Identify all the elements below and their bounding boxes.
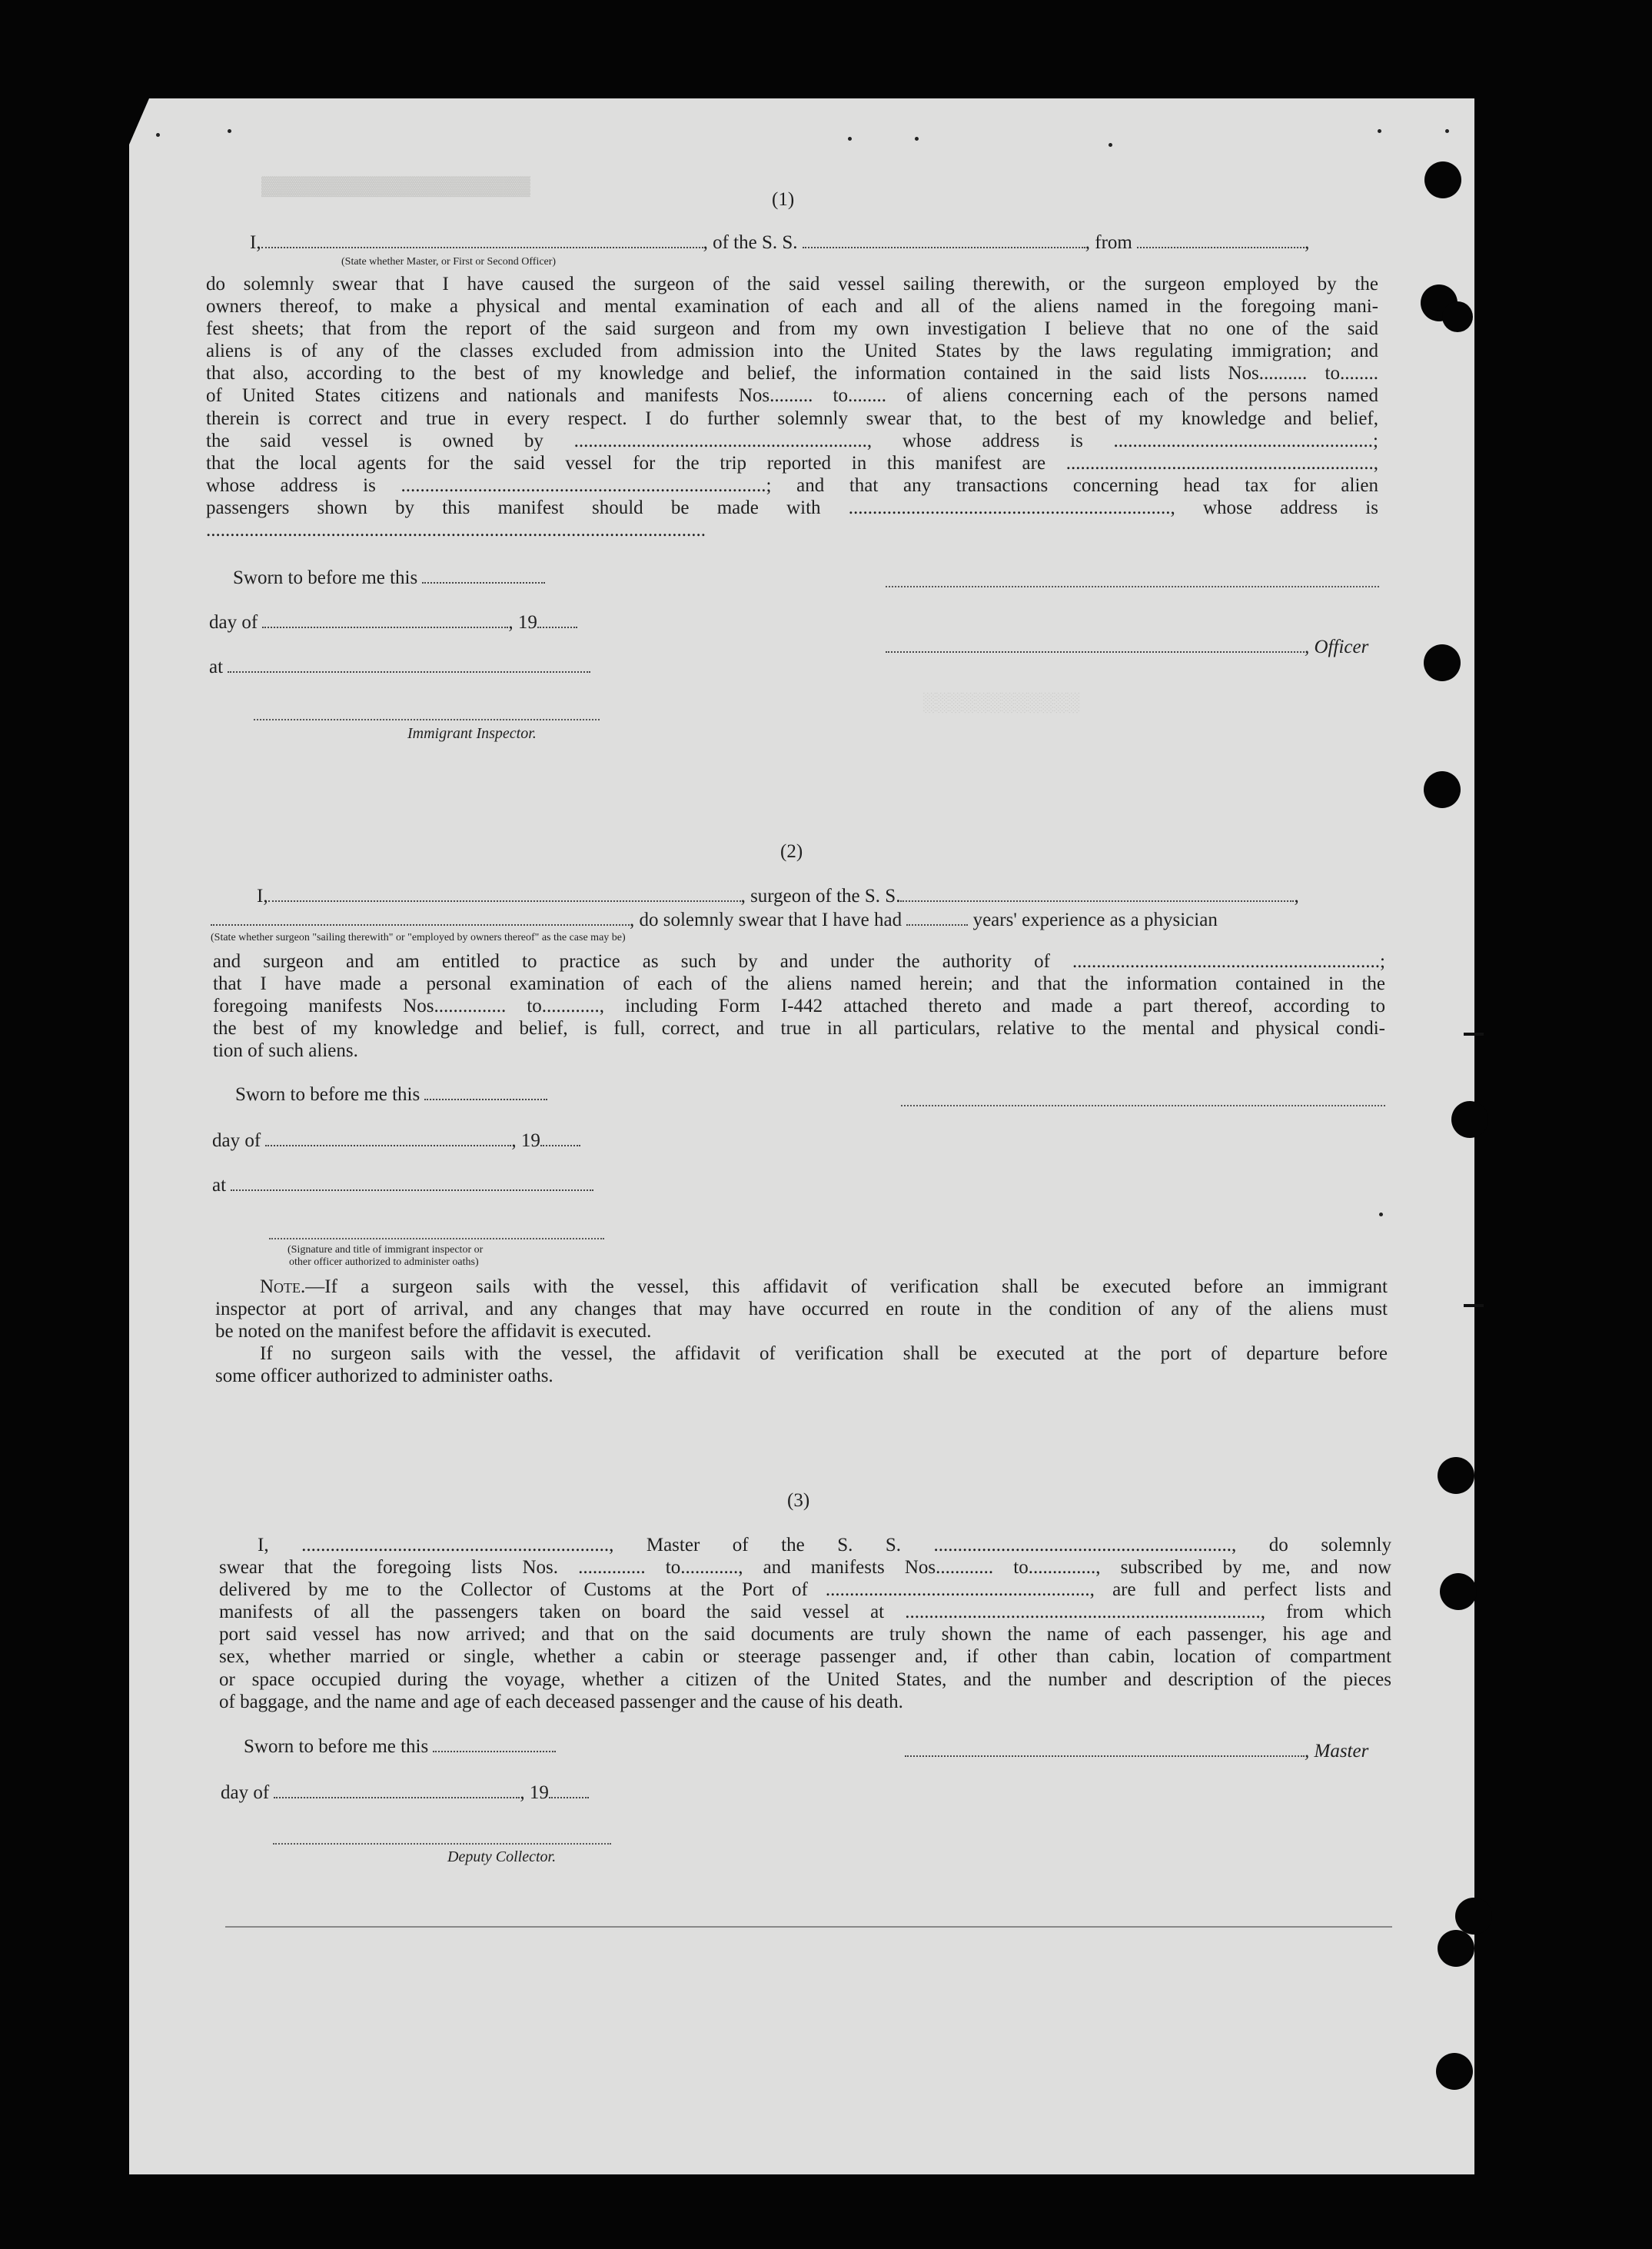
speck bbox=[156, 133, 160, 137]
sworn-line: Sworn to before me this bbox=[233, 567, 545, 589]
punch-hole bbox=[1424, 771, 1461, 808]
bleed-through-mark: ░░░░░░░░░░░░ bbox=[922, 692, 1080, 713]
inspector-caption: Immigrant Inspector. bbox=[407, 725, 537, 742]
month-field[interactable] bbox=[262, 613, 508, 628]
speck bbox=[915, 137, 919, 141]
surgeon-paragraph: and surgeon and am entitled to practice as such by and under the authority of ................................................................; that I have made a personal examination of each of the aliens named herein; and that the information contained in the foregoing manifests Nos............... to............, including Form I-442 attached thereto and made a part thereof, according to the best of my knowledge and belief, is full, correct, and true in all particulars, relative to the mental and physical condi- tion of such aliens. bbox=[213, 951, 1385, 1062]
port-from-field[interactable] bbox=[1137, 233, 1305, 248]
speck bbox=[228, 129, 231, 133]
bleed-through-mark: ▓▓▓▓▓▓▓▓▓▓▓▓▓▓▓▓▓▓▓▓ bbox=[261, 175, 530, 196]
surgeon-signature-line[interactable] bbox=[901, 1105, 1385, 1106]
year-field[interactable] bbox=[540, 1131, 580, 1146]
bottom-rule bbox=[225, 1926, 1392, 1928]
vessel-name-field[interactable] bbox=[803, 233, 1085, 248]
inspector-signature-line[interactable] bbox=[269, 1238, 604, 1239]
punch-hole bbox=[1424, 161, 1461, 198]
punch-hole bbox=[1440, 1573, 1477, 1610]
margin-mark bbox=[1464, 1033, 1484, 1036]
collector-signature-line[interactable] bbox=[273, 1843, 611, 1845]
master-signature-field[interactable] bbox=[905, 1742, 1305, 1757]
officer-line: , Officer bbox=[886, 637, 1368, 658]
speck bbox=[848, 137, 852, 141]
field-note: (State whether Master, or First or Second Officer) bbox=[341, 256, 557, 268]
master-paragraph: I, ................................................................, Master of the S. S. .............................................................., do solemnly swear that the foregoing lists Nos. .............. to............, and manifests Nos............ to.............., subscribed by me, and now delivered by me to the Collector of Customs at the Port of ......................................................., are full and perfect lists and manifests of all the passengers taken on board the said vessel at .........................................................................., from which port said vessel has now arrived; and that on the said documents are truly shown the name of each passenger, his age and sex, whether married or single, whether a cabin or steerage passenger and, if other than cabin, location of compartment or space occupied during the voyage, whether a citizen of the United States, and the number and description of the pieces of baggage, and the name and age of each deceased passenger and the cause of his death. bbox=[219, 1535, 1391, 1712]
sworn-line: Sworn to before me this bbox=[235, 1084, 547, 1106]
officer-name-field[interactable] bbox=[261, 233, 703, 248]
officer-signature-field[interactable] bbox=[886, 637, 1305, 653]
collector-caption: Deputy Collector. bbox=[447, 1848, 557, 1865]
surgeon-status-field[interactable] bbox=[211, 910, 630, 926]
place-field[interactable] bbox=[228, 657, 590, 673]
years-field[interactable] bbox=[906, 910, 968, 926]
punch-hole bbox=[1424, 644, 1461, 681]
surgeon-name-field[interactable] bbox=[268, 887, 741, 902]
margin-mark bbox=[1464, 1304, 1484, 1307]
signature-note: (Signature and title of immigrant inspector or bbox=[288, 1244, 484, 1256]
speck bbox=[1109, 143, 1112, 147]
at-line: at bbox=[209, 657, 590, 678]
year-field[interactable] bbox=[549, 1783, 589, 1798]
oath-line: I, , of the S. S. , from , bbox=[250, 232, 1310, 253]
vessel-name-field[interactable] bbox=[900, 887, 1294, 902]
sworn-line: Sworn to before me this bbox=[244, 1736, 556, 1758]
officer-signature-line[interactable] bbox=[886, 586, 1379, 587]
speck bbox=[1378, 129, 1381, 133]
experience-line: , do solemnly swear that I have had years' experience as a physician bbox=[211, 910, 1218, 931]
oath-paragraph: do solemnly swear that I have caused the surgeon of the said vessel sailing therewith, or the surgeon employed by the owners thereof, to make a physical and mental examination of each and all of the aliens named in the foregoing mani- fest sheets; that from the report of the said surgeon and from my own investigation I believe that no one of the said aliens is of any of the classes excluded from admission into the United States by the laws regulating immigration; and that also, according to the best of my knowledge and belief, the information contained in the said lists Nos.......... to........ of United States citizens and nationals and manifests Nos......... to........ of aliens concerning each of the persons named therein is correct and true in every respect. I do further solemnly swear that, to the best of my knowledge and belief, the said vessel is owned by ............................................................., whose address is ......................................................; that the local agents for the said vessel for the trip reported in this manifest are ................................................................, whose address is ............................................................................; and that any transactions concerning head tax for alien passengers shown by this manifest should be made with ..................................................................., whose address is ........................................................................................................ bbox=[206, 274, 1378, 541]
inspector-signature-line[interactable] bbox=[254, 719, 600, 720]
punch-hole bbox=[1438, 1457, 1474, 1494]
day-line: day of , 19 bbox=[209, 612, 577, 634]
section-number: (1) bbox=[772, 189, 795, 210]
punch-hole bbox=[1438, 1930, 1474, 1967]
sworn-day-field[interactable] bbox=[433, 1737, 556, 1752]
section-number: (2) bbox=[780, 841, 803, 862]
year-field[interactable] bbox=[537, 613, 577, 628]
speck bbox=[1445, 129, 1449, 133]
punch-hole bbox=[1436, 2053, 1473, 2090]
master-line: , Master bbox=[905, 1741, 1368, 1762]
speck bbox=[1379, 1213, 1383, 1216]
field-note: (State whether surgeon "sailing therewith" or "employed by owners thereof" as the case may be) bbox=[211, 932, 626, 943]
sworn-day-field[interactable] bbox=[424, 1085, 547, 1100]
punch-hole bbox=[1455, 1898, 1492, 1935]
signature-note: other officer authorized to administer oaths) bbox=[289, 1256, 479, 1268]
punch-hole bbox=[1451, 1101, 1488, 1138]
at-line: at bbox=[212, 1175, 593, 1196]
sworn-day-field[interactable] bbox=[422, 568, 545, 584]
month-field[interactable] bbox=[274, 1783, 520, 1798]
day-line: day of , 19 bbox=[221, 1782, 589, 1804]
note-paragraph: Note.—If a surgeon sails with the vessel, this affidavit of verification shall be executed before an immigrant inspector at port of arrival, and any changes that may have occurred en route in the condition of any of the aliens must be noted on the manifest before the affidavit is executed. If no surgeon sails with the vessel, the affidavit of verification shall be executed at the port of departure before some officer authorized to administer oaths. bbox=[215, 1276, 1388, 1387]
place-field[interactable] bbox=[231, 1176, 593, 1191]
section-number: (3) bbox=[787, 1490, 810, 1511]
month-field[interactable] bbox=[265, 1131, 511, 1146]
day-line: day of , 19 bbox=[212, 1130, 580, 1152]
surgeon-line: I, , surgeon of the S. S. , bbox=[257, 886, 1299, 907]
punch-hole bbox=[1442, 301, 1473, 332]
